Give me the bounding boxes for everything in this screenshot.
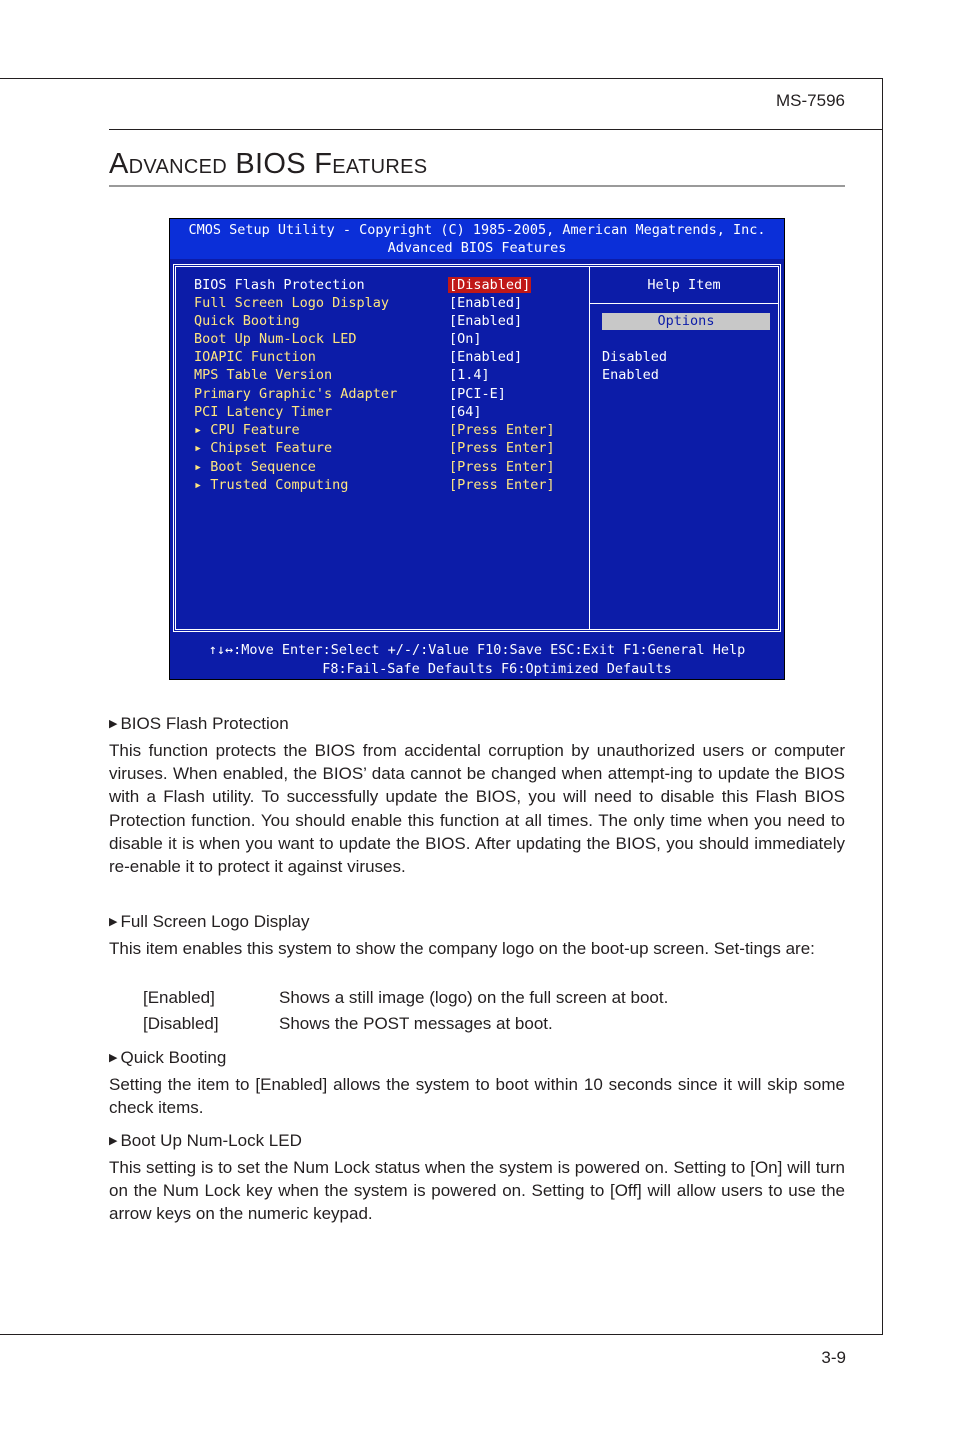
bios-item-primary-graphics-adapter[interactable]: Primary Graphic's Adapter — [194, 386, 398, 402]
bios-main-frame — [173, 264, 781, 632]
section-heading-text: Quick Booting — [120, 1048, 227, 1067]
bios-header — [170, 219, 784, 259]
bios-value-bios-flash-protection[interactable]: [Disabled] — [449, 277, 531, 293]
title-underline — [109, 185, 845, 187]
bios-item-boot-sequence[interactable]: ▸ Boot Sequence — [194, 459, 316, 475]
bios-item-pci-latency-timer[interactable]: PCI Latency Timer — [194, 404, 333, 420]
page-title: Advanced BIOS Features — [109, 148, 428, 180]
section-body: Setting the item to [Enabled] allows the system to boot within 10 seconds since it will skip some check items. — [109, 1075, 845, 1118]
triangle-bullet-icon: ▶ — [109, 1135, 118, 1147]
section-body: This item enables this system to show the company logo on the boot-up screen. Set-tings are: — [109, 939, 815, 958]
bios-value-trusted-computing[interactable]: [Press Enter] — [449, 477, 555, 493]
bios-item-chipset-feature[interactable]: ▸ Chipset Feature — [194, 440, 333, 456]
bios-screen-title: Advanced BIOS Features — [387, 240, 567, 256]
setting-option: [Disabled] — [143, 1014, 219, 1033]
section-heading — [109, 1131, 302, 1151]
page-number: 3-9 — [821, 1348, 846, 1367]
bios-divider — [589, 267, 590, 629]
setting-option: [Enabled] — [143, 988, 215, 1007]
section-heading-text: BIOS Flash Protection — [120, 714, 289, 733]
section-heading-text: Full Screen Logo Display — [120, 912, 310, 931]
model-number: MS-7596 — [776, 91, 845, 110]
header-rule — [109, 129, 883, 130]
setting-description: Shows the POST messages at boot. — [279, 1014, 553, 1033]
bios-value-full-screen-logo[interactable]: [Enabled] — [449, 295, 523, 311]
triangle-bullet-icon: ▶ — [109, 718, 118, 730]
bios-help-rule — [590, 303, 778, 304]
section-heading-text: Boot Up Num-Lock LED — [120, 1131, 302, 1150]
section-body: This function protects the BIOS from accidental corruption by unauthorized users or computer viruses. When enabled, the BIOS’ data cannot be changed when attempt-ing to update the BIOS with a Flash utility. To successfully update the BIOS, you will need to disable this Flash BIOS Protection function. You should enable this function at all times. The only time when you need to disable it is when you want to update the BIOS. After updating the BIOS, you should immediately re-enable it to protect it against viruses. — [109, 741, 845, 877]
bios-item-ioapic-function[interactable]: IOAPIC Function — [194, 349, 316, 365]
bios-value-pci-latency-timer[interactable]: [64] — [449, 404, 482, 420]
bios-item-trusted-computing[interactable]: ▸ Trusted Computing — [194, 477, 349, 493]
page-top-rule — [0, 78, 883, 79]
bios-value-boot-sequence[interactable]: [Press Enter] — [449, 459, 555, 475]
section-heading — [109, 714, 289, 734]
bios-copyright: CMOS Setup Utility - Copyright (C) 1985-2005, American Megatrends, Inc. — [188, 222, 766, 238]
bios-item-mps-table-version[interactable]: MPS Table Version — [194, 367, 333, 383]
bios-item-bios-flash-protection[interactable]: BIOS Flash Protection — [194, 277, 365, 293]
bios-value-cpu-feature[interactable]: [Press Enter] — [449, 422, 555, 438]
bios-screenshot — [169, 218, 785, 680]
triangle-bullet-icon: ▶ — [109, 1052, 118, 1064]
bios-key-help: ↑↓↔:Move Enter:Select +/-/:Value F10:Save ESC:Exit F1:General Help — [208, 642, 746, 658]
section-heading — [109, 1048, 226, 1068]
section-body: This setting is to set the Num Lock status when the system is powered on. Setting to [On] will turn on the Num Lock key when the system is powered on. Setting to [Off] will allow users to use the arrow keys on the numeric keypad. — [109, 1158, 845, 1224]
bios-item-full-screen-logo[interactable]: Full Screen Logo Display — [194, 295, 390, 311]
bios-option-disabled: Disabled — [602, 349, 668, 365]
bios-value-ioapic-function[interactable]: [Enabled] — [449, 349, 523, 365]
triangle-bullet-icon: ▶ — [109, 916, 118, 928]
bios-item-quick-booting[interactable]: Quick Booting — [194, 313, 300, 329]
bios-value-mps-table-version[interactable]: [1.4] — [449, 367, 490, 383]
bios-value-chipset-feature[interactable]: [Press Enter] — [449, 440, 555, 456]
page-bottom-rule — [0, 1334, 883, 1335]
bios-item-num-lock-led[interactable]: Boot Up Num-Lock LED — [194, 331, 357, 347]
bios-options-bar: Options — [602, 313, 770, 330]
bios-value-num-lock-led[interactable]: [On] — [449, 331, 482, 347]
setting-description: Shows a still image (logo) on the full screen at boot. — [279, 988, 669, 1007]
bios-help-title: Help Item — [647, 277, 721, 293]
bios-defaults-help: F8:Fail-Safe Defaults F6:Optimized Defaults — [322, 661, 672, 677]
page-right-rule — [882, 78, 883, 1334]
bios-value-quick-booting[interactable]: [Enabled] — [449, 313, 523, 329]
section-heading — [109, 912, 309, 932]
bios-item-cpu-feature[interactable]: ▸ CPU Feature — [194, 422, 300, 438]
bios-value-primary-graphics-adapter[interactable]: [PCI-E] — [449, 386, 506, 402]
bios-option-enabled: Enabled — [602, 367, 659, 383]
